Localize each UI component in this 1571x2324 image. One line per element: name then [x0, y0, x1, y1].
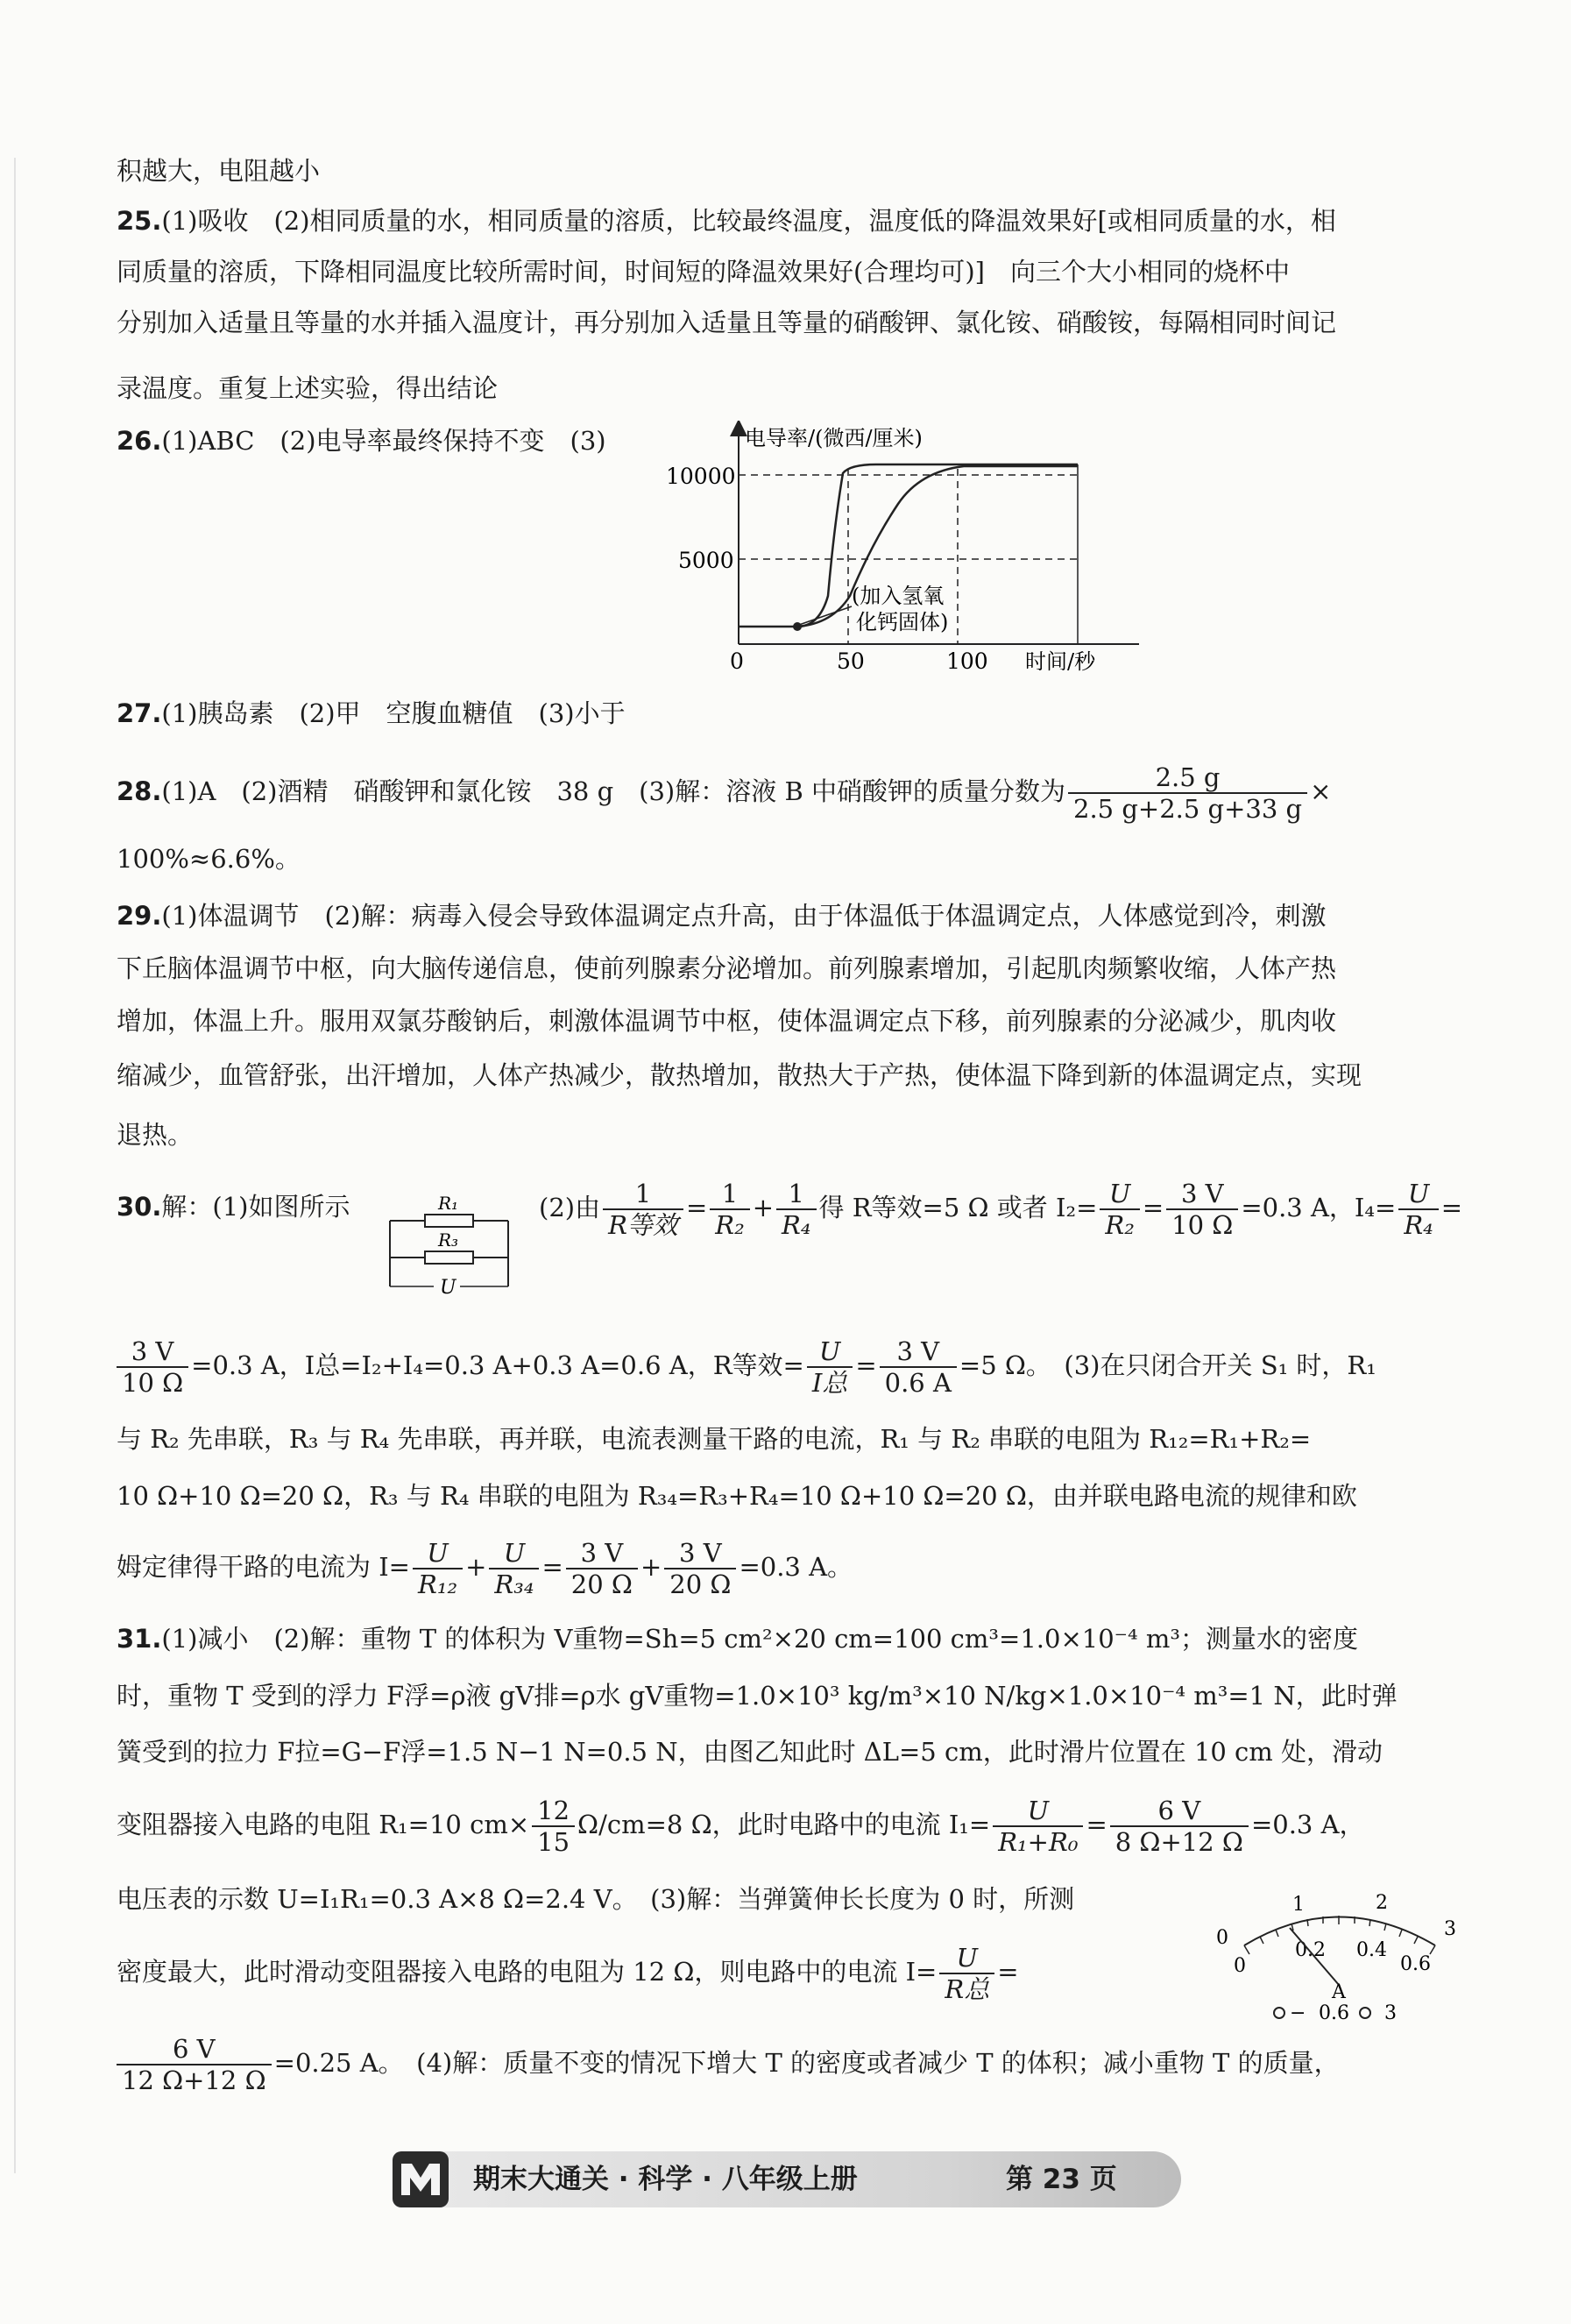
- q29-line1: [117, 898, 1327, 933]
- q31-l6b: =: [997, 1957, 1019, 1987]
- q31-number: 31.: [117, 1624, 162, 1654]
- q25-text: (1)吸收 (2)相同质量的水，相同质量的溶质，比较最终温度，温度低的降温效果好[或相同质量的水，相: [161, 206, 1336, 236]
- q25-line1: [117, 203, 1336, 238]
- annotation-leader: [799, 606, 852, 625]
- numerator: 3 V: [880, 1336, 957, 1368]
- x-axis-label: 时间/秒: [1025, 649, 1096, 674]
- y-tick-5000: 5000: [678, 548, 734, 573]
- terminal-minus-label: −: [1290, 2002, 1306, 2024]
- fraction: [1166, 1179, 1238, 1240]
- q28-denominator: 2.5 g+2.5 g+33 g: [1073, 794, 1303, 824]
- q30-intro-text: 解：(1)如图所示: [161, 1192, 350, 1222]
- dial-mark-0.4: 0.4: [1356, 1939, 1387, 1961]
- annotation-line2: 化钙固体): [856, 610, 949, 634]
- r1-label: R₁: [438, 1193, 459, 1214]
- numerator: U: [413, 1538, 463, 1569]
- q30-l2a: =0.3 A，I总=I₂+I₄=0.3 A+0.3 A=0.6 A，R等效=: [191, 1350, 804, 1380]
- terminal-0.6-label: 0.6: [1319, 2002, 1349, 2024]
- q30-line2: [117, 1332, 1376, 1399]
- q31-l7b: =0.25 A。 (4)解：质量不变的情况下增大 T 的密度或者减少 T 的体积；减小重物 T 的质量，: [273, 2048, 1340, 2078]
- q29-line3: 增加，体温上升。服用双氯芬酸钠后，刺激体温调节中枢，使体温调定点下移，前列腺素的分泌减少，肌肉收: [117, 1006, 1337, 1036]
- dial-mark-3: 3: [1444, 1918, 1456, 1940]
- denominator: R₁+R₀: [998, 1827, 1079, 1857]
- denominator: R₂: [1105, 1210, 1135, 1240]
- numerator: 1: [710, 1179, 749, 1210]
- q31-line4: [117, 1791, 1365, 1858]
- terminal-3: [1360, 2008, 1370, 2018]
- numerator: 3 V: [566, 1538, 638, 1569]
- q27-text: (1)胰岛素 (2)甲 空腹血糖值 (3)小于: [161, 698, 626, 728]
- denominator: R₂: [715, 1210, 745, 1240]
- q28-number: 28.: [117, 776, 162, 806]
- voltage-label: U: [440, 1277, 456, 1299]
- plus: +: [465, 1552, 487, 1582]
- resistor-r1: [425, 1215, 473, 1227]
- numerator: U: [807, 1336, 853, 1368]
- denominator: 10 Ω: [122, 1368, 184, 1398]
- numerator: 3 V: [664, 1538, 736, 1569]
- numerator: U: [1100, 1179, 1139, 1210]
- book-logo-icon: [393, 2151, 449, 2207]
- fraction: [880, 1336, 957, 1398]
- terminal-3-label: 3: [1384, 2002, 1397, 2024]
- numerator: 3 V: [117, 1336, 188, 1368]
- y-axis-label: 电导率/(微西/厘米): [745, 426, 923, 450]
- denominator: 20 Ω: [669, 1569, 732, 1599]
- q26-number: 26.: [117, 426, 162, 456]
- fraction: [776, 1179, 816, 1240]
- denominator: R₁₂: [417, 1569, 458, 1599]
- dial-mark-0: 0: [1216, 1927, 1228, 1949]
- q26-line: [117, 423, 606, 458]
- dial-unit: A: [1332, 1981, 1346, 2003]
- q30-line3: 与 R₂ 先串联，R₃ 与 R₄ 先串联，再并联，电流表测量干路的电流，R₁ 与 R₂ 串联的电阻为 R₁₂=R₁+R₂=: [117, 1424, 1312, 1454]
- denominator: 20 Ω: [570, 1569, 633, 1599]
- fraction: [807, 1336, 853, 1398]
- fraction: [1100, 1179, 1139, 1240]
- fraction: [117, 2034, 272, 2095]
- r3-label: R₃: [438, 1229, 459, 1251]
- q31-line1: [117, 1621, 1358, 1656]
- fraction: [664, 1538, 736, 1599]
- q25-line3: 分别加入适量且等量的水并插入温度计，再分别加入适量且等量的硝酸钾、氯化铵、硝酸铵，每隔相同时间记: [117, 308, 1337, 337]
- q31-l4b: Ω/cm=8 Ω，此时电路中的电流 I₁=: [577, 1810, 991, 1839]
- footer-title: 期末大通关 · 科学 · 八年级上册: [473, 2164, 858, 2195]
- q31-l4a: 变阻器接入电路的电阻 R₁=10 cm×: [117, 1810, 530, 1839]
- q31-l4c: =0.3 A，: [1250, 1810, 1365, 1839]
- dial-arc: [1244, 1917, 1435, 1946]
- q29-line4: 缩减少，血管舒张，出汗增加，人体产热减少，散热增加，散热大于产热，使体温下降到新的体温调定点，实现: [117, 1060, 1362, 1090]
- fraction: [603, 1179, 683, 1240]
- q31-line5: 电压表的示数 U=I₁R₁=0.3 A×8 Ω=2.4 V。 (3)解：当弹簧伸长长度为 0 时，所测: [117, 1884, 1075, 1914]
- q30-l5a: 姆定律得干路的电流为 I=: [117, 1552, 410, 1582]
- parallel-circuit-diagram: [386, 1190, 517, 1313]
- q30-line4: 10 Ω+10 Ω=20 Ω，R₃ 与 R₄ 串联的电阻为 R₃₄=R₃+R₄=10 Ω+10 Ω=20 Ω，由并联电路电流的规律和欧: [117, 1481, 1357, 1511]
- q30-intro: [117, 1189, 350, 1224]
- fraction: [532, 1796, 575, 1857]
- x-tick-100: 100: [946, 648, 988, 674]
- numerator: 1: [776, 1179, 816, 1210]
- q30-p2a: (2)由: [539, 1193, 601, 1222]
- conductivity-graph: [648, 421, 1139, 684]
- q31-line3: 簧受到的拉力 F拉=G−F浮=1.5 N−1 N=0.5 N，由图乙知此时 ΔL=5 cm，此时滑片位置在 10 cm 处，滑动: [117, 1737, 1383, 1767]
- denominator: 12 Ω+12 Ω: [122, 2065, 266, 2095]
- q30-p2c: =0.3 A，I₄=: [1241, 1193, 1397, 1222]
- fraction: [566, 1538, 638, 1599]
- q26-text: (1)ABC (2)电导率最终保持不变 (3): [161, 426, 606, 456]
- q30-part2-line1: [539, 1174, 1462, 1241]
- q31-l6a: 密度最大，此时滑动变阻器接入电路的电阻为 12 Ω，则电路中的电流 I=: [117, 1957, 938, 1987]
- ammeter-dial: [1209, 1884, 1472, 2029]
- fraction: [993, 1796, 1083, 1857]
- q27-line: [117, 696, 626, 731]
- q30-p2b: 得 R等效=5 Ω 或者 I₂=: [818, 1193, 1098, 1222]
- equals: =: [541, 1552, 563, 1582]
- q28-numerator: 2.5 g: [1068, 762, 1307, 794]
- dial-mark-2: 2: [1376, 1892, 1388, 1914]
- dial-mark-1: 1: [1292, 1894, 1305, 1916]
- denominator: R₄: [1404, 1210, 1433, 1240]
- q27-number: 27.: [117, 698, 162, 728]
- terminal-minus: [1274, 2008, 1284, 2018]
- denominator: R等效: [608, 1210, 678, 1240]
- q25-line2: 同质量的溶质，下降相同温度比较所需时间，时间短的降温效果好(合理均可)] 向三个大小相同的烧杯中: [117, 257, 1290, 287]
- numerator: 6 V: [117, 2034, 272, 2065]
- denominator: 15: [537, 1827, 570, 1857]
- fraction: [939, 1943, 994, 2004]
- denominator: 0.6 A: [884, 1368, 952, 1398]
- denominator: 8 Ω+12 Ω: [1115, 1827, 1243, 1857]
- page-number: 第 23 页: [1006, 2164, 1117, 2195]
- q29-text: (1)体温调节 (2)解：病毒入侵会导致体温调定点升高，由于体温低于体温调定点，人体感觉到冷，刺激: [161, 901, 1327, 931]
- denominator: R₄: [782, 1210, 811, 1240]
- q25-line4: 录温度。重复上述实验，得出结论: [117, 373, 499, 403]
- q28-times: ×: [1310, 776, 1332, 806]
- numerator: U: [939, 1943, 994, 1974]
- numerator: U: [489, 1538, 539, 1569]
- q29-line5: 退热。: [117, 1120, 194, 1150]
- denominator: R₃₄: [494, 1569, 534, 1599]
- fraction: [413, 1538, 463, 1599]
- numerator: 6 V: [1110, 1796, 1249, 1827]
- x-tick-0: 0: [730, 648, 744, 674]
- q28-line1: [117, 758, 1331, 825]
- equals: =: [855, 1350, 877, 1380]
- q25-number: 25.: [117, 206, 162, 236]
- numerator: 3 V: [1166, 1179, 1238, 1210]
- text-line: 积越大，电阻越小: [117, 156, 321, 186]
- denominator: R总: [945, 1974, 990, 2004]
- fraction: [1398, 1179, 1438, 1240]
- q28-fraction: [1068, 762, 1307, 824]
- equals: =: [685, 1193, 708, 1222]
- q28-line2: 100%≈6.6%。: [117, 844, 301, 874]
- numerator: 12: [532, 1796, 575, 1827]
- q30-l2b: =5 Ω。 (3)在只闭合开关 S₁ 时，R₁: [959, 1350, 1376, 1380]
- numerator: U: [1398, 1179, 1438, 1210]
- q28-text: (1)A (2)酒精 硝酸钾和氯化铵 38 g (3)解：溶液 B 中硝酸钾的质量分数为: [161, 776, 1065, 806]
- dial-mark-0.2: 0.2: [1295, 1939, 1326, 1961]
- q30-number: 30.: [117, 1192, 162, 1222]
- numerator: U: [993, 1796, 1083, 1827]
- fraction: [117, 1336, 188, 1398]
- equals: =: [1142, 1193, 1164, 1222]
- equals: =: [1440, 1193, 1463, 1222]
- q30-line5: [117, 1534, 853, 1600]
- fraction: [1110, 1796, 1249, 1857]
- y-tick-10000: 10000: [666, 464, 736, 489]
- q29-line2: 下丘脑体温调节中枢，向大脑传递信息，使前列腺素分泌增加。前列腺素增加，引起肌肉频繁收缩，人体产热: [117, 953, 1337, 983]
- x-tick-50: 50: [837, 648, 865, 674]
- fraction: [489, 1538, 539, 1599]
- numerator: 1: [603, 1179, 683, 1210]
- q31-line7: [117, 2030, 1340, 2096]
- page-footer: [393, 2151, 1181, 2207]
- fraction: [710, 1179, 749, 1240]
- dial-ticks: [1244, 1916, 1435, 1954]
- equals: =: [1086, 1810, 1107, 1839]
- dial-mark-0-lower: 0: [1234, 1955, 1246, 1977]
- annotation-line1: (加入氢氧: [852, 584, 945, 608]
- denominator: 10 Ω: [1171, 1210, 1234, 1240]
- plus: +: [752, 1193, 775, 1222]
- q31-line6: [117, 1938, 1019, 2005]
- dial-mark-0.6: 0.6: [1400, 1953, 1431, 1975]
- q31-line2: 时，重物 T 受到的浮力 F浮=ρ液 gV排=ρ水 gV重物=1.0×10³ kg/m³×10 N/kg×1.0×10⁻⁴ m³=1 N，此时弹: [117, 1681, 1398, 1711]
- left-margin-rule: [14, 158, 16, 2173]
- q29-number: 29.: [117, 901, 162, 931]
- q31-text: (1)减小 (2)解：重物 T 的体积为 V重物=Sh=5 cm²×20 cm=100 cm³=1.0×10⁻⁴ m³；测量水的密度: [161, 1624, 1358, 1654]
- q30-l5b: =0.3 A。: [739, 1552, 853, 1582]
- denominator: I总: [811, 1368, 848, 1398]
- addition-point: [793, 622, 802, 631]
- resistor-r3: [425, 1251, 473, 1264]
- plus: +: [640, 1552, 662, 1582]
